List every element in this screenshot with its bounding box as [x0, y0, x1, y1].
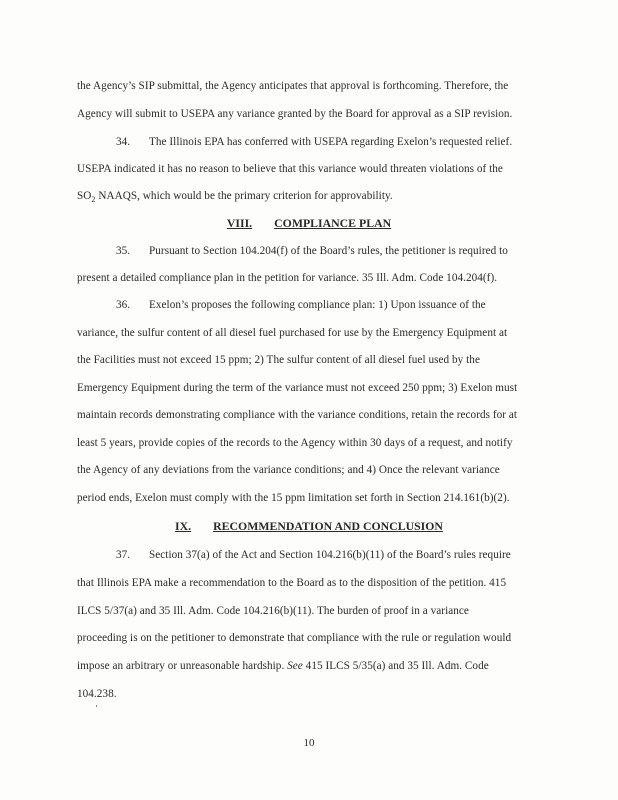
- section-heading-compliance-plan: VIII. COMPLIANCE PLAN: [226, 216, 392, 230]
- paragraph-36-first-line: 36. Exelon’s proposes the following compliance plan: 1) Upon issuance of the: [116, 299, 486, 311]
- paragraph-number: 35.: [116, 245, 131, 257]
- citation-signal: See: [287, 660, 303, 672]
- body-text-line: period ends, Exelon must comply with the 15 ppm limitation set forth in Section 214.161(b)(2).: [77, 492, 510, 504]
- body-text-line: impose an arbitrary or unreasonable hardship. See 415 ILCS 5/35(a) and 35 Ill. Adm. Code: [77, 660, 489, 672]
- paragraph-number: 37.: [116, 549, 131, 561]
- paragraph-37-first-line: 37. Section 37(a) of the Act and Section 104.216(b)(11) of the Board’s rules require: [116, 549, 511, 561]
- body-text-line: Emergency Equipment during the term of the variance must not exceed 250 ppm; 3) Exelon must: [77, 382, 518, 394]
- body-text-line: the Agency of any deviations from the variance conditions; and 4) Once the relevant variance: [77, 464, 500, 476]
- body-text-line: variance, the sulfur content of all diesel fuel purchased for use by the Emergency Equipment at: [77, 327, 508, 339]
- body-text-line: Agency will submit to USEPA any variance granted by the Board for approval as a SIP revision.: [77, 108, 513, 120]
- body-text-line: the Facilities must not exceed 15 ppm; 2) The sulfur content of all diesel fuel used by the: [77, 354, 480, 366]
- body-text-line: proceeding is on the petitioner to demonstrate that compliance with the rule or regulation would: [77, 632, 512, 644]
- body-text-line: $SO_2$ NAAQS, which would be the primary criterion for approvability.: [77, 190, 393, 205]
- body-text-line: least 5 years, provide copies of the records to the Agency within 30 days of a request, and notify: [77, 437, 513, 449]
- paragraph-number: 34.: [116, 136, 131, 148]
- body-text-line: present a detailed compliance plan in the petition for variance. 35 Ill. Adm. Code 104.204(f).: [77, 272, 498, 284]
- body-text-line: ILCS 5/37(a) and 35 Ill. Adm. Code 104.216(b)(11). The burden of proof in a variance: [77, 605, 469, 617]
- body-text-line: that Illinois EPA make a recommendation to the Board as to the disposition of the petition. 415: [77, 577, 507, 589]
- body-text-line: 104.238.: [77, 688, 117, 700]
- paragraph-34-first-line: 34. The Illinois EPA has conferred with USEPA regarding Exelon’s requested relief.: [116, 136, 513, 148]
- paragraph-35-first-line: 35. Pursuant to Section 104.204(f) of the Board’s rules, the petitioner is required to: [116, 245, 508, 257]
- scan-speck: [96, 705, 97, 707]
- page-number: 10: [303, 737, 315, 749]
- body-text-line: maintain records demonstrating compliance with the variance conditions, retain the records for at: [77, 409, 518, 421]
- section-heading-recommendation: IX. RECOMMENDATION AND CONCLUSION: [175, 519, 443, 533]
- paragraph-number: 36.: [116, 299, 131, 311]
- body-text-line: the Agency’s SIP submittal, the Agency anticipates that approval is forthcoming. Therefore, the: [77, 80, 509, 92]
- body-text-line: USEPA indicated it has no reason to believe that this variance would threaten violations of the: [77, 163, 503, 175]
